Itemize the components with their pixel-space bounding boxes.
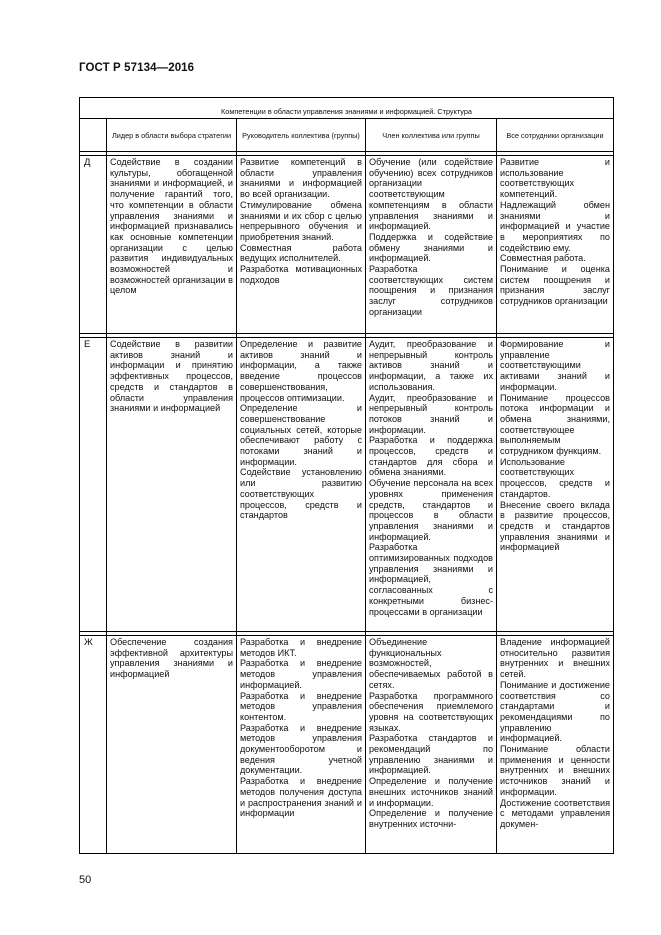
competence-table xyxy=(79,97,614,854)
cell-paragraph: Обучение персонала на всех уровнях применения средств, стандартов и процессов в области управления знаниями и информацией. xyxy=(369,478,493,542)
cell-paragraph: Поддержка и содействие обмену знаниями и информацией. xyxy=(369,231,493,264)
cell-paragraph: Содействие в развитии активов знаний и информации и принятию эффективных процессов, средств и стандартов в области управления знаниями и информацией xyxy=(110,339,233,414)
table-row xyxy=(80,156,614,334)
column-header-team-leader: Руководитель коллектива (группы) xyxy=(237,119,366,152)
cell-all-staff xyxy=(497,636,614,854)
cell-team-leader xyxy=(237,636,366,854)
cell-text xyxy=(110,157,233,296)
cell-paragraph: Определение и получение внешних источников знаний и информации. xyxy=(369,776,493,808)
competence-table-wrapper xyxy=(79,97,613,854)
table-title-row xyxy=(80,98,614,119)
cell-team-member xyxy=(366,156,497,334)
cell-paragraph: Разработка программного обеспечения приемлемого уровня на соответствующих языках. xyxy=(369,690,493,733)
cell-strategy-leader xyxy=(107,636,237,854)
column-header-all-staff: Все сотрудники организации xyxy=(497,119,614,152)
cell-paragraph: Разработка и внедрение методов управления информацией. xyxy=(240,658,362,690)
cell-paragraph: Определение и развитие активов знаний и информации, а также введение процессов совершенствования, процессов оптимизации. xyxy=(240,339,362,403)
cell-text xyxy=(240,157,362,285)
column-header-team-member: Член коллектива или группы xyxy=(366,119,497,152)
cell-paragraph: Аудит, преобразование и непрерывный контроль потоков знаний и информации. xyxy=(369,392,493,435)
cell-paragraph: Определение и совершенствование социальных сетей, которые обеспечивают работу с потоками знаний и информации. xyxy=(240,403,362,467)
cell-paragraph: Понимание и достижение соответствия со стандартами и рекомендациями по управлению информацией. xyxy=(500,679,610,744)
cell-team-member xyxy=(366,338,497,632)
cell-text xyxy=(240,637,362,819)
table-row xyxy=(80,338,614,632)
cell-paragraph: Совместная работа. xyxy=(500,253,586,264)
cell-paragraph: Разработка и внедрение методов управления контентом. xyxy=(240,690,362,722)
cell-paragraph: Понимание области применения и ценности внутренних и внешних источников знаний и информации. xyxy=(500,744,610,797)
cell-paragraph: Внесение своего вклада в развитие процессов, средств и стандартов управления знаниями и информацией xyxy=(500,499,610,553)
cell-all-staff xyxy=(497,156,614,334)
cell-paragraph: Развитие компетенций в области управления знаниями и информацией во всей организации. xyxy=(240,157,362,200)
cell-paragraph: Разработка стандартов и рекомендаций по управлению знаниями и информацией. xyxy=(369,733,493,776)
document-code: ГОСТ Р 57134—2016 xyxy=(79,62,195,74)
cell-strategy-leader xyxy=(107,156,237,334)
cell-paragraph: Развитие и использование соответствующих компетенций. xyxy=(500,157,610,200)
cell-team-leader xyxy=(237,338,366,632)
cell-strategy-leader xyxy=(107,338,237,632)
cell-paragraph: Разработка и внедрение методов управления документооборотом и ведения учетной документации. xyxy=(240,722,362,776)
cell-paragraph: Обеспечение создания эффективной архитектуры управления знаниями и информацией xyxy=(110,637,233,680)
row-key: Е xyxy=(80,338,107,632)
table-row xyxy=(80,636,614,854)
cell-text xyxy=(110,637,233,680)
cell-paragraph: Разработка оптимизированных подходов управления знаниями и информацией, согласованных с конкретными бизнес-процессами в организации xyxy=(369,542,493,617)
cell-paragraph: Совместная работа ведущих исполнителей. xyxy=(240,242,362,264)
cell-paragraph: Разработка и внедрение методов ИКТ. xyxy=(240,637,362,658)
row-key: Д xyxy=(80,156,107,334)
cell-text xyxy=(110,339,233,414)
cell-text xyxy=(500,637,610,830)
column-header-key xyxy=(80,119,107,152)
cell-paragraph: Определение и получение внутренних источни- xyxy=(369,808,493,829)
cell-text xyxy=(369,157,493,318)
cell-paragraph: Понимание и оценка систем поощрения и признания заслуг сотрудников организации xyxy=(500,264,610,307)
column-header-row xyxy=(80,119,614,152)
cell-team-leader xyxy=(237,156,366,334)
cell-paragraph: Содействие в создании культуры, обогащенной знаниями и информацией, и получение гарантий того, что компетенции в области управления знаниями и информацией признавались как основные компетенции организации с целью развития индивидуальных возможностей и возможностей организации в целом xyxy=(110,157,233,296)
cell-text xyxy=(240,339,362,521)
cell-paragraph: Использование соответствующих процессов, средств и стандартов. xyxy=(500,456,610,499)
cell-text xyxy=(369,637,493,830)
cell-paragraph: Разработка и поддержка процессов, средств и стандартов для сбора и обмена знаниями. xyxy=(369,435,493,478)
cell-paragraph: Формирование и управление соответствующими активами знаний и информации. xyxy=(500,339,610,392)
cell-paragraph: Разработка соответствующих систем поощрения и признания заслуг сотрудников организации xyxy=(369,264,493,317)
cell-team-member xyxy=(366,636,497,854)
cell-text xyxy=(500,339,610,553)
page-number: 50 xyxy=(79,874,92,886)
cell-paragraph: Обучение (или содействие обучению) всех сотрудников организации соответствующим компетенциям в области управления знаниями и информацией. xyxy=(369,157,493,232)
row-key: Ж xyxy=(80,636,107,854)
cell-paragraph: Надлежащий обмен знаниями и информацией и участие в мероприятиях по содействию ему. xyxy=(500,199,610,253)
cell-paragraph: Объединение функциональных возможностей, обеспечиваемых работой в сетях. xyxy=(369,637,493,690)
cell-paragraph: Владение информацией относительно развития внутренних и внешних сетей. xyxy=(500,637,610,680)
cell-text xyxy=(500,157,610,307)
column-header-strategy-leader: Лидер в области выбора стратегии xyxy=(107,119,237,152)
cell-paragraph: Разработка мотивационных подходов xyxy=(240,264,362,285)
cell-paragraph: Содействие установлению или развитию соответствующих процессов, средств и стандартов xyxy=(240,467,362,521)
table-title: Компетенции в области управления знаниями и информацией. Структура xyxy=(80,98,614,119)
cell-all-staff xyxy=(497,338,614,632)
cell-paragraph: Стимулирование обмена знаниями и их сбор с целью непрерывного обучения и приобретения знаний. xyxy=(240,199,362,242)
cell-paragraph: Разработка и внедрение методов получения доступа и распространения знаний и информации xyxy=(240,776,362,819)
cell-paragraph: Понимание процессов потока информации и обмена знаниями, соответствующее выполняемым сотрудником функциям. xyxy=(500,392,610,457)
cell-text xyxy=(369,339,493,617)
cell-paragraph: Аудит, преобразование и непрерывный контроль активов знаний и информации, а также их использования. xyxy=(369,339,493,392)
cell-paragraph: Достижение соответствия с методами управления докумен- xyxy=(500,797,610,829)
